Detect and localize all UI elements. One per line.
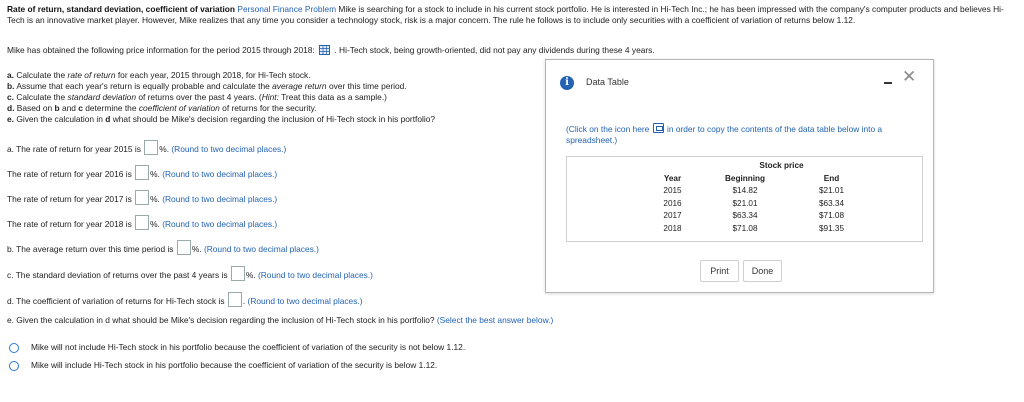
col-header-beginning: Beginning — [724, 173, 766, 183]
copy-icon[interactable] — [653, 123, 664, 133]
price-info-line — [7, 45, 655, 56]
copy-instructions: (Click on the icon here in order to copy the contents of the data table below into a spreadsheet.) — [566, 124, 883, 145]
price-info-text: Mike has obtained the following price information for the period 2015 through 2018: — [7, 45, 315, 55]
return-2017-input[interactable] — [135, 190, 149, 205]
col-header-end: End — [823, 173, 840, 183]
col-header-year: Year — [663, 173, 682, 183]
table-group-header: Stock price — [759, 161, 804, 170]
problem-intro — [7, 4, 1019, 26]
answer-d: d. The coefficient of variation of returns for Hi-Tech stock is . (Round to two decimal places.) — [7, 292, 363, 303]
answer-c: c. The standard deviation of returns over the past 4 years is %. (Round to two decimal places.) — [7, 266, 373, 277]
stock-price-table — [566, 156, 923, 242]
std-deviation-input[interactable] — [231, 266, 245, 281]
choice-1-label[interactable]: Mike will not include Hi-Tech stock in his portfolio because the coefficient of variation of the security is not below 1.12. — [31, 342, 466, 352]
answer-a-2016: The rate of return for year 2016 is %. (Round to two decimal places.) — [7, 165, 277, 176]
answer-a-2018: The rate of return for year 2018 is %. (Round to two decimal places.) — [7, 215, 277, 226]
close-icon[interactable]: ✕ — [902, 67, 917, 86]
table-row: 2018 $71.08 $91.35 — [663, 223, 845, 233]
done-button[interactable]: Done — [743, 260, 782, 282]
minimize-icon[interactable] — [884, 82, 892, 84]
task-e: e. Given the calculation in d what should be Mike's decision regarding the inclusion of Hi-Tech stock in his portfolio? — [7, 114, 436, 124]
coefficient-of-variation-input[interactable] — [228, 292, 242, 307]
average-return-input[interactable] — [177, 240, 191, 255]
choice-2-radio[interactable] — [9, 361, 19, 371]
data-table-dialog — [545, 59, 934, 293]
choice-1-radio[interactable] — [9, 343, 19, 353]
task-b: b. Assume that each year's return is equally probable and calculate the average return over this time period. — [7, 81, 407, 91]
return-2015-input[interactable] — [144, 140, 158, 155]
table-row: 2017 $63.34 $71.08 — [663, 211, 845, 221]
task-c: c. Calculate the standard deviation of returns over the past 4 years. (Hint: Treat this data as a sample.) — [7, 92, 387, 102]
return-2016-input[interactable] — [135, 165, 149, 180]
problem-category: Personal Finance Problem — [237, 4, 337, 14]
table-row: 2015 $14.82 $21.01 — [663, 186, 845, 196]
problem-title: Rate of return, standard deviation, coefficient of variation — [7, 4, 236, 14]
answer-b: b. The average return over this time period is %. (Round to two decimal places.) — [7, 240, 319, 251]
table-row: 2016 $21.01 $63.34 — [663, 198, 845, 208]
task-a: a. Calculate the rate of return for each year, 2015 through 2018, for Hi-Tech stock. — [7, 70, 311, 80]
task-d: d. Based on b and c determine the coefficient of variation of returns for the security. — [7, 103, 317, 113]
dialog-title: Data Table — [586, 77, 629, 87]
answer-e: e. Given the calculation in d what should be Mike's decision regarding the inclusion of Hi-Tech stock in his portfolio? (Select the best answer below.) — [7, 315, 554, 325]
info-icon: i — [560, 76, 574, 90]
choice-2-label[interactable]: Mike will include Hi-Tech stock in his portfolio because the coefficient of variation of the security is below 1.12. — [31, 360, 438, 370]
price-info-text-after: . Hi-Tech stock, being growth-oriented, did not pay any dividends during these 4 years. — [334, 45, 655, 55]
answer-a-2015: a. The rate of return for year 2015 is %. (Round to two decimal places.) — [7, 140, 286, 151]
data-table-icon[interactable] — [319, 45, 330, 55]
print-button[interactable]: Print — [700, 260, 739, 282]
table-header-row — [650, 173, 868, 186]
problem-text: Mike is searching for a stock to include in his current stock portfolio. He is interested in Hi-Tech Inc.; he has been impressed with the company's computer products and believes Hi-Tech is an innovative market player. However, Mike realizes that any time you consider a technology stock, risk is a major concern. The rule he follows is to include only securities with a coefficient of variation of returns below 1.12. — [7, 4, 1004, 25]
answer-a-2017: The rate of return for year 2017 is %. (Round to two decimal places.) — [7, 190, 277, 201]
return-2018-input[interactable] — [135, 215, 149, 230]
